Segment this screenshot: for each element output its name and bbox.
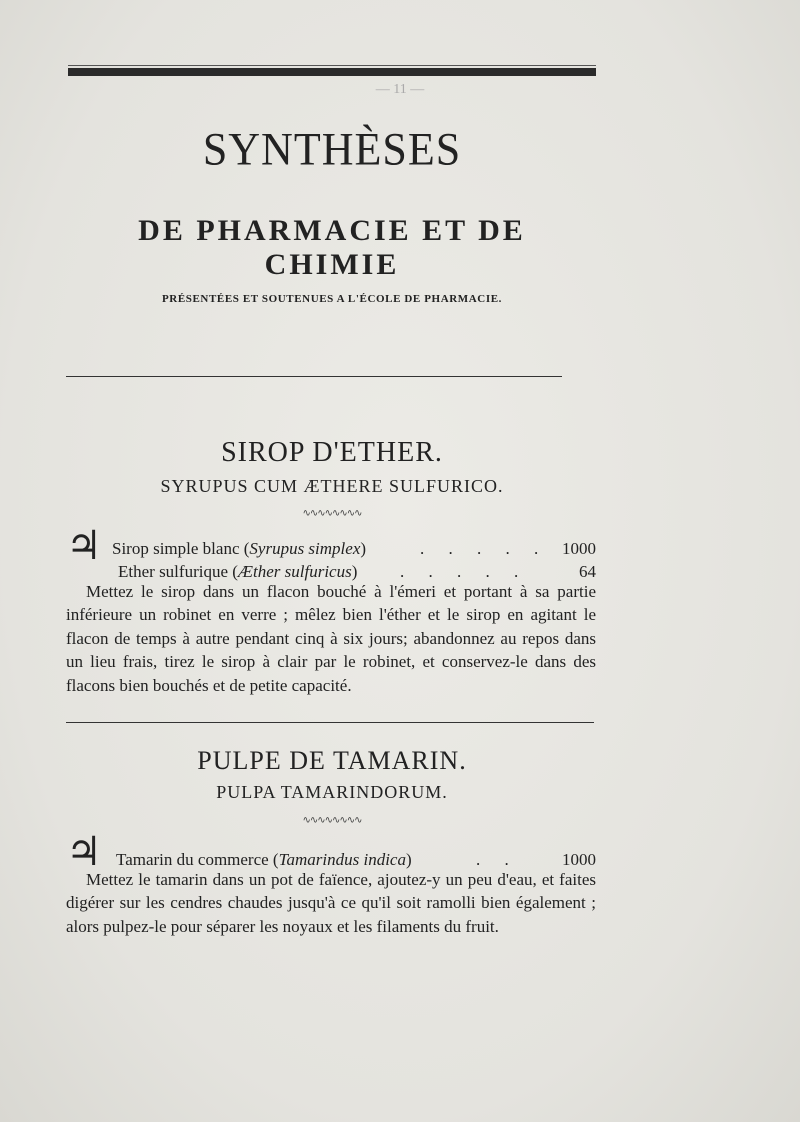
leader-dots: . . . . .	[420, 539, 549, 558]
rx-symbol: ♃	[66, 829, 102, 874]
sub-title: DE PHARMACIE ET DE CHIMIE	[138, 214, 526, 281]
presented-line: PRÉSENTÉES ET SOUTENUES A L'ÉCOLE DE PHARMACIE.	[161, 293, 503, 305]
main-title: SYNTHÈSES	[202, 123, 462, 176]
ingredient-close: )	[360, 539, 367, 558]
ingredient-line	[112, 539, 366, 559]
ingredient-quantity: 64	[579, 562, 596, 581]
section-title: PULPE DE TAMARIN.	[197, 746, 467, 775]
leader-dots: . .	[476, 850, 519, 869]
section-title: SIROP D'ETHER.	[221, 437, 443, 468]
ingredient-close: )	[351, 562, 358, 581]
ornament: ∿∿∿∿∿∿∿∿	[302, 508, 362, 519]
ornament: ∿∿∿∿∿∿∿∿	[302, 815, 362, 826]
ingredient-quantity: 1000	[562, 539, 596, 558]
section-latin-title: SYRUPUS CUM ÆTHERE SULFURICO.	[160, 476, 504, 496]
ingredient-line	[116, 850, 412, 870]
leader-dots: . . . . .	[400, 562, 529, 581]
ingredient-line	[118, 562, 357, 582]
ingredient-name: Tamarin du commerce (	[116, 850, 279, 869]
instructions-paragraph: Mettez le sirop dans un flacon bouché à l'émeri et portant à sa partie inférieure un robinet en verre ; mêlez bien l'éther et le sirop en agitant le flacon de temps à autre pendant cinq à six jours; abandonnez au repos dans un lieu frais, tirez le sirop à clair par le robinet, et conservez-le dans des flacons bien bouchés et de petite capacité.	[66, 582, 596, 695]
divider	[66, 376, 562, 377]
ingredient-latin: Tamarindus indica	[278, 850, 406, 869]
ingredient-latin: Æther sulfuricus	[237, 562, 352, 581]
ingredient-latin: Syrupus simplex	[249, 539, 361, 558]
ingredient-quantity: 1000	[562, 850, 596, 869]
ingredient-close: )	[405, 850, 412, 869]
rx-symbol: ♃	[66, 523, 102, 568]
section-latin-title: PULPA TAMARINDORUM.	[216, 782, 448, 802]
ingredient-name: Ether sulfurique (	[118, 562, 238, 581]
divider	[66, 722, 594, 723]
ingredient-name: Sirop simple blanc (	[112, 539, 250, 558]
page-number: — 11 —	[375, 82, 425, 97]
header-rule	[68, 68, 596, 76]
instructions-paragraph: Mettez le tamarin dans un pot de faïence, ajoutez-y un peu d'eau, et faites digérer sur les cendres chaudes jusqu'à ce qu'il soit ramolli bien également ; alors pulpez-le pour séparer les noyaux et les filaments du fruit.	[66, 870, 596, 936]
